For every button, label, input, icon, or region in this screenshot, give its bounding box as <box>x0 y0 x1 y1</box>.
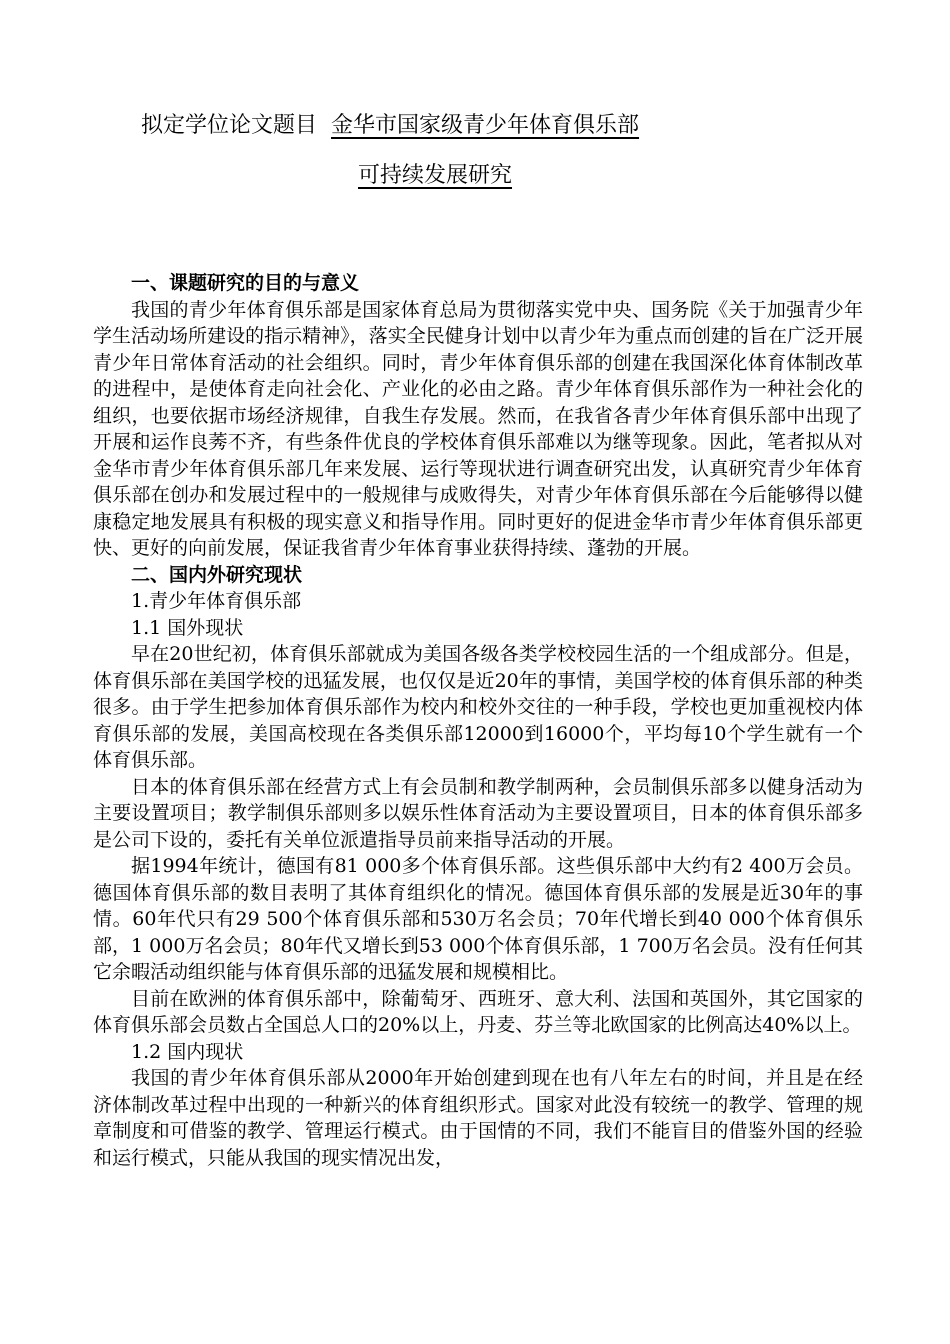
thesis-title-line-2: 可持续发展研究 <box>358 163 513 188</box>
section-heading-research-status: 二、国内外研究现状 <box>131 563 303 586</box>
paragraph-japan: 日本的体育俱乐部在经营方式上有会员制和教学制两种，会员制俱乐部多以健身活动为主要设置项目；教学制俱乐部则多以娱乐性体育活动为主要设置项目，日本的体育俱乐部多是公司下设的，委托有关单位派遣指导员前来指导活动的开展。 <box>93 775 863 851</box>
section-heading-purpose: 一、课题研究的目的与意义 <box>131 272 360 294</box>
thesis-title-label: 拟定学位论文题目 <box>141 113 318 138</box>
paragraph-purpose: 我国的青少年体育俱乐部是国家体育总局为贯彻落实党中央、国务院《关于加强青少年学生活动场所建设的指示精神》，落实全民健身计划中以青少年为重点而创建的旨在广泛开展青少年日常体育活动的社会组织。同时，青少年体育俱乐部的创建在我国深化体育体制改革的进程中，是使体育走向社会化、产业化的必由之路。青少年体育俱乐部作为一种社会化的组织，也要依据市场经济规律，自我生存发展。然而，在我省各青少年体育俱乐部中出现了开展和运作良莠不齐，有些条件优良的学校体育俱乐部难以为继等现象。因此，笔者拟从对金华市青少年体育俱乐部几年来发展、运行等现状进行调查研究出发，认真研究青少年体育俱乐部在创办和发展过程中的一般规律与成败得失，对青少年体育俱乐部在今后能够得以健康稳定地发展具有积极的现实意义和指导作用。同时更好的促进金华市青少年体育俱乐部更快、更好的向前发展，保证我省青少年体育事业获得持续、蓬勃的开展。 <box>93 298 863 559</box>
document-body <box>93 270 863 1171</box>
subheading-foreign-status: 1.1 国外现状 <box>131 616 244 639</box>
subheading-domestic-status: 1.2 国内现状 <box>131 1040 244 1063</box>
paragraph-usa: 早在20世纪初，体育俱乐部就成为美国各级各类学校校园生活的一个组成部分。但是，体育俱乐部在美国学校的迅猛发展，也仅仅是近20年的事情，美国学校的体育俱乐部的种类很多。由于学生把参加体育俱乐部作为校内和校外交往的一种手段，学校也更加重视校内体育俱乐部的发展，美国高校现在各类俱乐部12000到16000个，平均每10个学生就有一个体育俱乐部。 <box>93 643 863 771</box>
paragraph-domestic: 我国的青少年体育俱乐部从2000年开始创建到现在也有八年左右的时间，并且是在经济体制改革过程中出现的一种新兴的体育组织形式。国家对此没有较统一的教学、管理的规章制度和可借鉴的教学、管理运行模式。由于国情的不同，我们不能盲目的借鉴外国的经验和运行模式，只能从我国的现实情况出发， <box>93 1067 863 1169</box>
thesis-title-line-1 <box>141 108 639 144</box>
paragraph-germany: 据1994年统计，德国有81 000多个体育俱乐部。这些俱乐部中大约有2 400万会员。德国体育俱乐部的数目表明了其体育组织化的情况。德国体育俱乐部的发展是近30年的事情。60年代只有29 500个体育俱乐部和530万名会员；70年代增长到40 000个体育俱乐部，1 000万名会员；80年代又增长到53 000个体育俱乐部，1 700万名会员。没有任何其它余暇活动组织能与体育俱乐部的迅猛发展和规模相比。 <box>93 855 863 983</box>
paragraph-europe: 目前在欧洲的体育俱乐部中，除葡萄牙、西班牙、意大利、法国和英国外，其它国家的体育俱乐部会员数占全国总人口的20%以上，丹麦、芬兰等北欧国家的比例高达40%以上。 <box>93 987 863 1036</box>
thesis-title-text: 金华市国家级青少年体育俱乐部 <box>331 113 640 138</box>
subheading-youth-clubs: 1.青少年体育俱乐部 <box>131 590 302 612</box>
